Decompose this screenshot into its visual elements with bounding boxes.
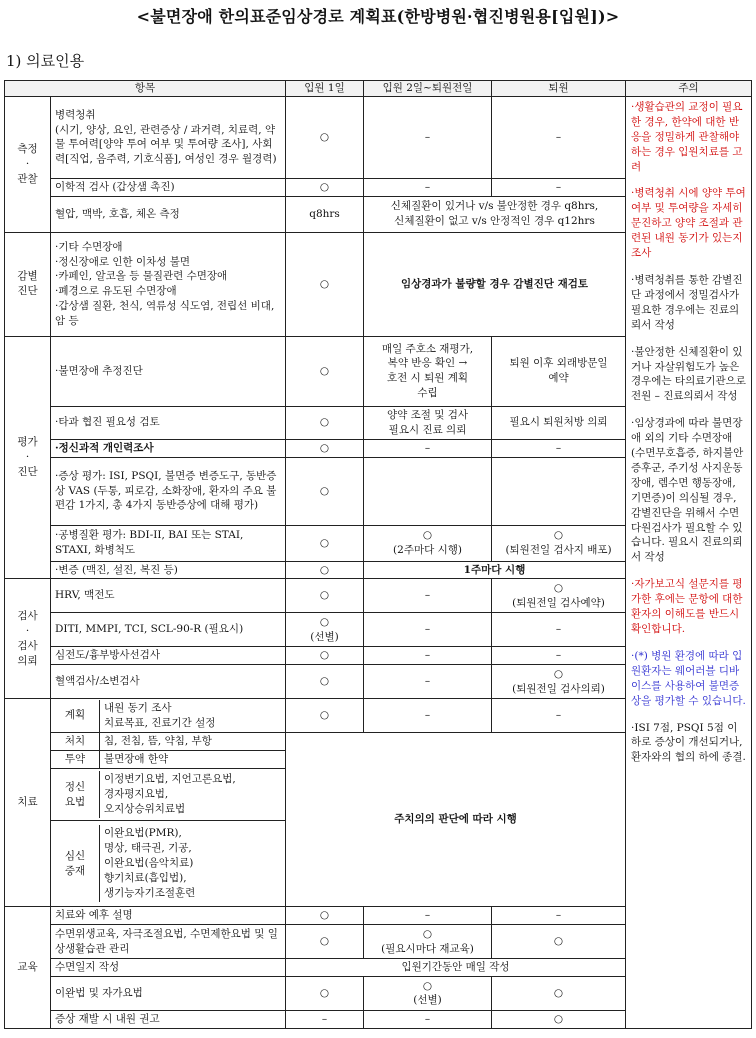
caution-notes xyxy=(626,96,752,1028)
cell-day1: q8hrs xyxy=(286,196,364,232)
cell-note: (퇴원전일 검사의뢰) xyxy=(512,682,605,695)
cell-note: (2주마다 시행) xyxy=(393,544,462,557)
cell-circle: ○ xyxy=(286,579,364,613)
cell-dash: – xyxy=(492,647,626,665)
cell-dash: – xyxy=(364,907,492,925)
section-title: 1) 의료인용 xyxy=(6,52,85,70)
cell-circle: ○ xyxy=(492,925,626,959)
cell-mid xyxy=(364,925,492,959)
cell-weekly-span: 1주마다 시행 xyxy=(364,561,626,579)
cell-circle: ○ xyxy=(286,336,364,406)
cell-dis xyxy=(492,665,626,699)
circle-mark: ○ xyxy=(553,667,564,680)
cell-dis: 퇴원 이후 외래방문일 예약 xyxy=(492,336,626,406)
sub-plan: 계획 xyxy=(51,700,100,732)
note-7: ·(*) 병원 환경에 따라 입원환자는 웨어러블 디바이스를 사용하여 불면증상을 평가할 수 있습니다. xyxy=(631,649,746,707)
cell-dash: – xyxy=(492,907,626,925)
header-discharge: 퇴원 xyxy=(492,81,626,97)
header-day1: 입원 1일 xyxy=(286,81,364,97)
treat-psy1-subtable xyxy=(51,771,285,818)
sub-psy2: 심신 중재 xyxy=(51,825,100,902)
cell-note: (퇴원전일 검사지 배포) xyxy=(505,544,612,557)
row-consult-review: ·타과 협진 필요성 검토 xyxy=(51,406,286,439)
cell-empty xyxy=(492,457,626,525)
cell-circle: ○ xyxy=(286,525,364,561)
cell-circle: ○ xyxy=(286,976,364,1010)
note-5: ·임상경과에 따라 불면장애 외의 기타 수면장애(수면무호흡증, 하지불안증후군, 주기성 사지운동장애, 렘수면 행동장애, 기면증)이 의심될 경우, 감별진단을 위해서 수면다원검사가 필요할 수 있습니다. 필요시 진료의뢰서 작성 xyxy=(631,417,744,564)
cell-dis: 필요시 퇴원처방 의뢰 xyxy=(492,406,626,439)
sub-med: 투약 xyxy=(51,751,100,768)
row-treat-psy2: 이완요법(PMR), 명상, 태극권, 기공, 이완요법(음악치료) 향기치료(흡입법), 생기능자기조절훈련 xyxy=(104,827,196,900)
cell-circle: ○ xyxy=(286,457,364,525)
header-item: 항목 xyxy=(5,81,286,97)
cell-dash: – xyxy=(492,96,626,178)
row-diti: DITI, MMPI, TCI, SCL-90-R (필요시) xyxy=(51,613,286,647)
circle-mark: ○ xyxy=(319,616,330,629)
header-day2-predischarge: 입원 2일~퇴원전일 xyxy=(364,81,492,97)
treat-med-subtable xyxy=(51,751,285,768)
cell-dash: – xyxy=(364,665,492,699)
row-relaxation: 이완법 및 자가요법 xyxy=(51,976,286,1010)
note-6: ·자가보고식 설문지를 평가한 후에는 문항에 대한 환자의 이해도를 반드시 확인합니다. xyxy=(631,578,743,635)
cell-dash: – xyxy=(286,1010,364,1028)
cell-circle: ○ xyxy=(286,561,364,579)
group-eval: 평가 · 진단 xyxy=(5,336,51,579)
cell-circle: ○ xyxy=(286,699,364,733)
group-treat: 치료 xyxy=(5,699,51,907)
row-differential-list: ·기타 수면장애 ·정신장애로 인한 이차성 불면 ·카페인, 알코올 등 물질관련 수면장애 ·폐경으로 유도된 수면장애 ·갑상샘 질환, 천식, 역류성 식도염, 전립선 비대, 암 등 xyxy=(51,232,286,336)
cell-dash: – xyxy=(364,96,492,178)
cell-day1 xyxy=(286,613,364,647)
cell-dis xyxy=(492,525,626,561)
group-test: 검사 · 검사 의뢰 xyxy=(5,579,51,699)
row-treat-plan: 내원 동기 조사 치료목표, 진료기간 설정 xyxy=(104,701,216,729)
row-history-taking: 병력청취 (시기, 양상, 요인, 관련증상 / 과거력, 치료력, 약물 투여력[양약 투여 여부 및 투여량 조사], 사회력[직업, 음주력, 기호식품], 여성인 경우 월경력) xyxy=(51,96,286,178)
row-treat-proc: 침, 전침, 뜸, 약침, 부항 xyxy=(104,735,212,748)
row-sleep-hygiene: 수면위생교육, 자극조절요법, 수면제한요법 및 일상생활습관 관리 xyxy=(51,925,286,959)
cell-note: (퇴원전일 검사예약) xyxy=(512,596,605,609)
cell-mid xyxy=(364,525,492,561)
cell-note: (선별) xyxy=(310,630,339,643)
group-measure: 측정 · 관찰 xyxy=(5,96,51,232)
row-psych-history: ·정신과적 개인력조사 xyxy=(51,439,286,457)
treat-proc-cell xyxy=(51,733,286,751)
cell-dash: – xyxy=(364,647,492,665)
table-row xyxy=(5,96,752,178)
treat-plan-subtable xyxy=(51,700,285,732)
cell-dash: – xyxy=(364,699,492,733)
row-treat-med: 불면장애 한약 xyxy=(104,753,169,766)
cell-circle: ○ xyxy=(286,665,364,699)
cell-note: (선별) xyxy=(413,994,442,1007)
note-1: ·생활습관의 교정이 필요한 경우, 한약에 대한 반응을 정밀하게 관찰해야 하는 경우 입원치료를 고려 xyxy=(631,100,743,173)
row-vital-signs: 혈압, 맥박, 호흡, 체온 측정 xyxy=(51,196,286,232)
row-comorbidity-eval: ·공병질환 평가: BDI-II, BAI 또는 STAI, STAXI, 화병척도 xyxy=(51,525,286,561)
note-3: ·병력청취를 통한 감별진단 과정에서 정밀검사가 필요한 경우에는 진료의뢰서 작성 xyxy=(631,273,743,331)
sub-proc: 처치 xyxy=(51,733,100,750)
treat-med-cell xyxy=(51,751,286,769)
row-symptom-eval: ·증상 평가: ISI, PSQI, 불면증 변증도구, 동반증상 VAS (두통, 피로감, 소화장애, 환자의 주요 불편감 1가지, 총 4가지 동반증상에 대해 평가) xyxy=(51,457,286,525)
circle-mark: ○ xyxy=(553,582,564,595)
cell-dash: – xyxy=(492,178,626,196)
row-treat-psy1: 이정변기요법, 지언고론요법, 경자평지요법, 오지상승위치료법 xyxy=(104,773,236,816)
row-pattern-diagnosis: ·변증 (맥진, 설진, 복진 등) xyxy=(51,561,286,579)
cell-dash: – xyxy=(364,579,492,613)
cell-vital-span: 신체질환이 있거나 v/s 불안정한 경우 q8hrs, 신체질환이 없고 v/s 안정적인 경우 q12hrs xyxy=(364,196,626,232)
sub-psy1: 정신 요법 xyxy=(51,771,100,818)
cell-dash: – xyxy=(364,613,492,647)
circle-mark: ○ xyxy=(422,979,433,992)
cell-dash: – xyxy=(492,439,626,457)
circle-mark: ○ xyxy=(422,927,433,940)
cell-circle: ○ xyxy=(492,976,626,1010)
cell-circle: ○ xyxy=(286,96,364,178)
row-hrv: HRV, 맥전도 xyxy=(51,579,286,613)
header-caution: 주의 xyxy=(626,81,752,97)
cell-circle: ○ xyxy=(286,178,364,196)
cell-circle: ○ xyxy=(492,1010,626,1028)
cell-dis xyxy=(492,579,626,613)
clinical-pathway-table xyxy=(4,80,752,1029)
cell-dash: – xyxy=(364,178,492,196)
note-8: ·ISI 7점, PSQI 5점 이하로 증상이 개선되거나, 환자와의 협의 하에 종결. xyxy=(631,721,746,764)
cell-mid: 양약 조절 및 검사 필요시 진료 의뢰 xyxy=(364,406,492,439)
cell-treat-span: 주치의의 판단에 따라 시행 xyxy=(286,733,626,907)
cell-circle: ○ xyxy=(286,406,364,439)
cell-diary-span: 입원기간동안 매일 작성 xyxy=(286,959,626,977)
circle-mark: ○ xyxy=(553,529,564,542)
treat-proc-subtable xyxy=(51,733,285,750)
cell-circle: ○ xyxy=(286,647,364,665)
circle-mark: ○ xyxy=(422,529,433,542)
treat-plan-cell xyxy=(51,699,286,733)
cell-dash: – xyxy=(492,613,626,647)
cell-empty xyxy=(364,457,492,525)
treat-psy2-cell xyxy=(51,821,286,907)
cell-diag-span: 임상경과가 불량할 경우 감별진단 재검토 xyxy=(364,232,626,336)
cell-circle: ○ xyxy=(286,925,364,959)
treat-psy1-cell xyxy=(51,769,286,821)
row-physical-exam: 이학적 검사 (갑상샘 촉진) xyxy=(51,178,286,196)
cell-circle: ○ xyxy=(286,907,364,925)
treat-psy2-subtable xyxy=(51,825,285,902)
row-presumptive-diagnosis: ·불면장애 추정진단 xyxy=(51,336,286,406)
cell-dash: – xyxy=(364,439,492,457)
cell-mid xyxy=(364,976,492,1010)
cell-dash: – xyxy=(492,699,626,733)
row-sleep-diary: 수면일지 작성 xyxy=(51,959,286,977)
cell-mid: 매일 주호소 재평가, 복약 반응 확인 → 호전 시 퇴원 계획 수립 xyxy=(364,336,492,406)
row-relapse-visit: 증상 재발 시 내원 권고 xyxy=(51,1010,286,1028)
table-header-row xyxy=(5,81,752,97)
group-diag: 감별 진단 xyxy=(5,232,51,336)
row-ecg-xray: 심전도/흉부방사선검사 xyxy=(51,647,286,665)
cell-circle: ○ xyxy=(286,232,364,336)
cell-circle: ○ xyxy=(286,439,364,457)
row-prognosis-explain: 치료와 예후 설명 xyxy=(51,907,286,925)
cell-dash: – xyxy=(364,1010,492,1028)
document-title: <불면장애 한의표준임상경로 계획표(한방병원·협진병원용[입원])> xyxy=(136,7,620,26)
row-blood-urine: 혈액검사/소변검사 xyxy=(51,665,286,699)
note-2: ·병력청취 시에 양약 투여 여부 및 투여량을 자세히 문진하고 양약 조절과 관련된 내원 동기가 있는지 조사 xyxy=(631,187,746,260)
note-4: ·불안정한 신체질환이 있거나 자살위험도가 높은 경우에는 타의료기관으로 전원 – 진료의뢰서 작성 xyxy=(631,345,746,403)
cell-note: (필요시마다 재교육) xyxy=(381,942,474,955)
group-edu: 교육 xyxy=(5,907,51,1029)
